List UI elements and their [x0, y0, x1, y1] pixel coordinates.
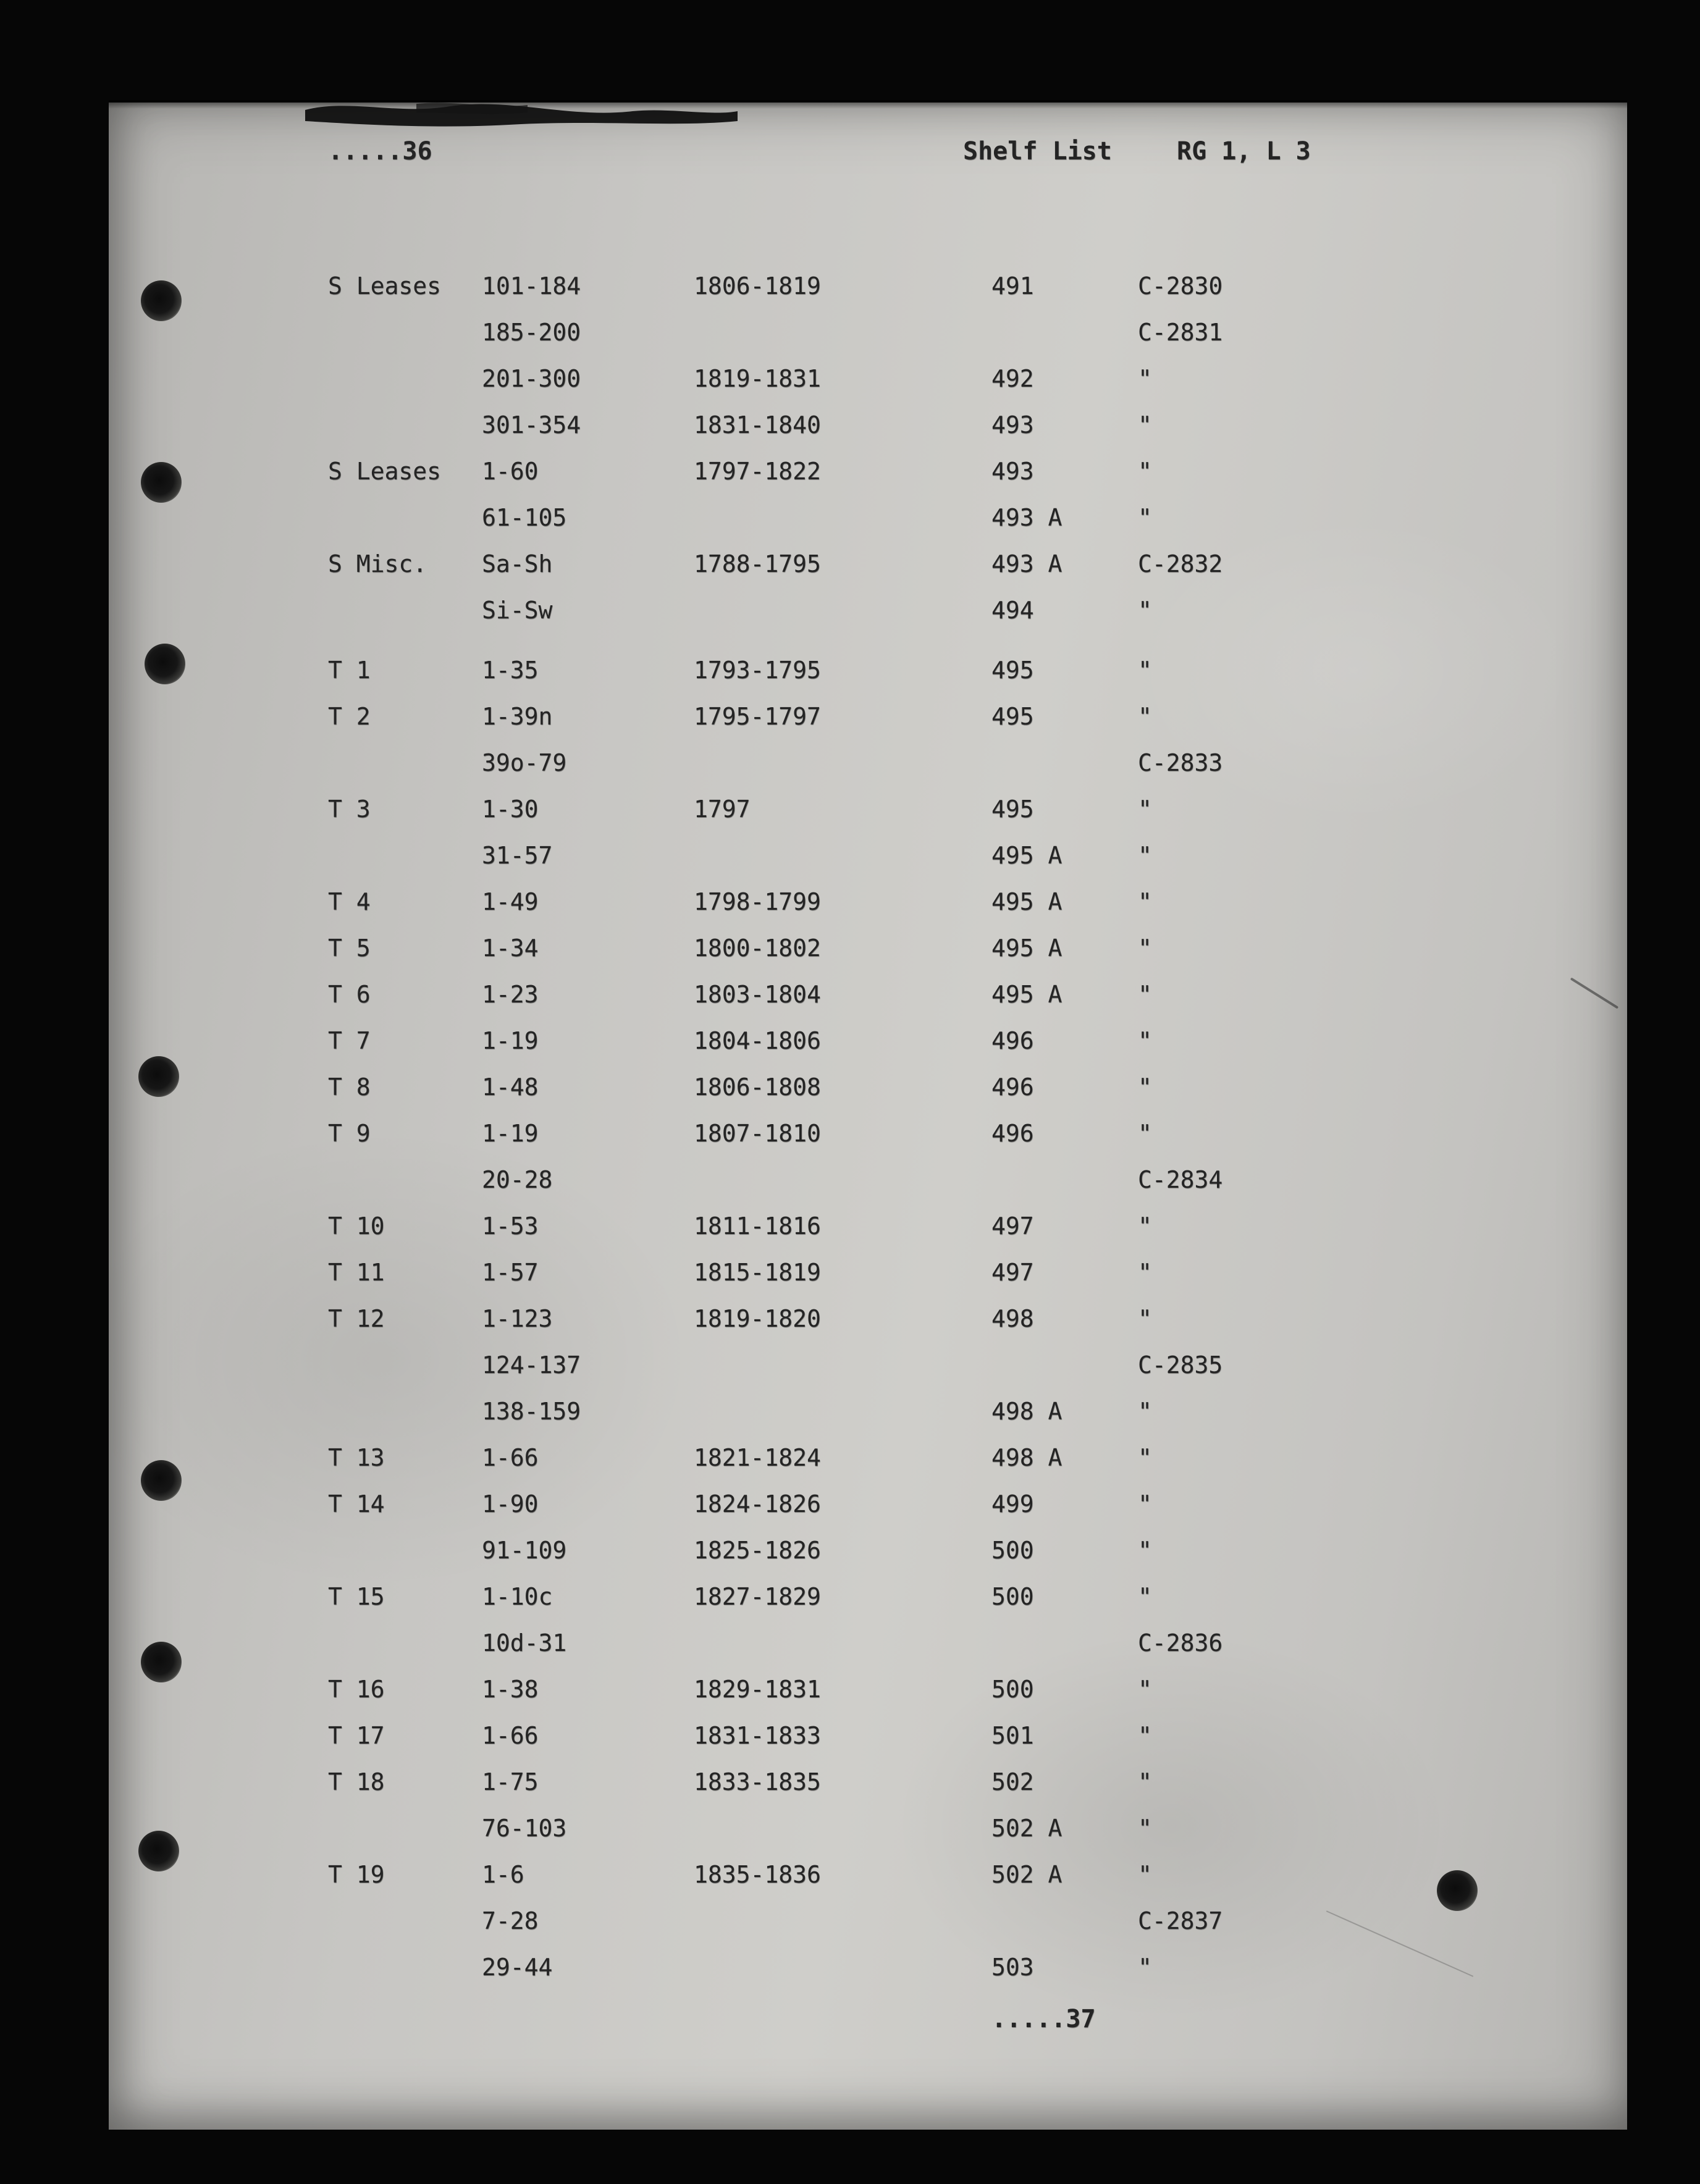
- numbers-cell: 76-103: [482, 1815, 567, 1842]
- shelf-cell: 496: [991, 1027, 1034, 1054]
- dates-cell: 1793-1795: [694, 657, 821, 684]
- numbers-cell: 39o-79: [482, 749, 567, 776]
- numbers-cell: Sa-Sh: [482, 550, 553, 578]
- numbers-cell: 20-28: [482, 1166, 553, 1193]
- dates-cell: 1825-1826: [694, 1537, 821, 1564]
- numbers-cell: 185-200: [482, 319, 581, 346]
- shelf-cell: 500: [991, 1583, 1034, 1610]
- shelf-cell: 495: [991, 657, 1034, 684]
- series-cell: T 2: [328, 703, 371, 730]
- table-row: [109, 1444, 1627, 1490]
- shelf-cell: 495 A: [991, 888, 1062, 915]
- shelf-cell: 497: [991, 1259, 1034, 1286]
- film-cell: ": [1138, 842, 1152, 869]
- numbers-cell: 29-44: [482, 1954, 553, 1981]
- shelf-cell: 493 A: [991, 504, 1062, 531]
- dates-cell: 1815-1819: [694, 1259, 821, 1286]
- dates-cell: 1831-1833: [694, 1722, 821, 1749]
- numbers-cell: 201-300: [482, 365, 581, 392]
- page-number-top: .....36: [328, 137, 432, 166]
- numbers-cell: 1-48: [482, 1073, 539, 1101]
- series-cell: T 16: [328, 1676, 385, 1703]
- table-row: [109, 1768, 1627, 1815]
- shelf-cell: 500: [991, 1537, 1034, 1564]
- shelf-cell: 495 A: [991, 934, 1062, 962]
- table-row: [109, 796, 1627, 842]
- film-cell: ": [1138, 1954, 1152, 1981]
- film-cell: ": [1138, 1768, 1152, 1796]
- dates-cell: 1806-1808: [694, 1073, 821, 1101]
- dates-cell: 1807-1810: [694, 1120, 821, 1147]
- dates-cell: 1819-1820: [694, 1305, 821, 1332]
- numbers-cell: 1-34: [482, 934, 539, 962]
- shelf-cell: 500: [991, 1676, 1034, 1703]
- table-row: [109, 1490, 1627, 1537]
- shelf-cell: 495: [991, 703, 1034, 730]
- numbers-cell: 7-28: [482, 1907, 539, 1934]
- numbers-cell: 1-66: [482, 1444, 539, 1471]
- numbers-cell: 124-137: [482, 1351, 581, 1379]
- numbers-cell: 31-57: [482, 842, 553, 869]
- table-row: [109, 1676, 1627, 1722]
- dates-cell: 1827-1829: [694, 1583, 821, 1610]
- numbers-cell: 1-23: [482, 981, 539, 1008]
- numbers-cell: 61-105: [482, 504, 567, 531]
- numbers-cell: 1-75: [482, 1768, 539, 1796]
- numbers-cell: 101-184: [482, 272, 581, 300]
- record-group-label: RG 1, L 3: [1177, 137, 1311, 166]
- series-cell: T 18: [328, 1768, 385, 1796]
- shelf-cell: 494: [991, 597, 1034, 624]
- table-row: [109, 1815, 1627, 1861]
- shelf-cell: 495 A: [991, 981, 1062, 1008]
- page-header: [109, 137, 1627, 168]
- numbers-cell: 1-60: [482, 458, 539, 485]
- dates-cell: 1797: [694, 796, 751, 823]
- numbers-cell: 1-19: [482, 1027, 539, 1054]
- film-cell: ": [1138, 1120, 1152, 1147]
- film-cell: ": [1138, 1815, 1152, 1842]
- film-cell: ": [1138, 1444, 1152, 1471]
- dates-cell: 1806-1819: [694, 272, 821, 300]
- dates-cell: 1819-1831: [694, 365, 821, 392]
- dates-cell: 1788-1795: [694, 550, 821, 578]
- film-cell: ": [1138, 657, 1152, 684]
- series-cell: T 15: [328, 1583, 385, 1610]
- shelf-cell: 498 A: [991, 1444, 1062, 1471]
- film-cell: ": [1138, 888, 1152, 915]
- table-row: [109, 1027, 1627, 1073]
- dates-cell: 1829-1831: [694, 1676, 821, 1703]
- table-row: [109, 703, 1627, 749]
- numbers-cell: 1-35: [482, 657, 539, 684]
- series-cell: T 9: [328, 1120, 371, 1147]
- film-cell: ": [1138, 1398, 1152, 1425]
- table-row: [109, 272, 1627, 319]
- table-row: [109, 458, 1627, 504]
- dates-cell: 1831-1840: [694, 411, 821, 439]
- series-cell: S Leases: [328, 458, 442, 485]
- film-cell: ": [1138, 934, 1152, 962]
- page-number-bottom: .....37: [991, 2005, 1096, 2033]
- shelf-cell: 501: [991, 1722, 1034, 1749]
- series-cell: T 4: [328, 888, 371, 915]
- series-cell: T 6: [328, 981, 371, 1008]
- film-cell: C-2831: [1138, 319, 1223, 346]
- numbers-cell: 1-66: [482, 1722, 539, 1749]
- film-cell: ": [1138, 1676, 1152, 1703]
- series-cell: T 14: [328, 1490, 385, 1518]
- dates-cell: 1824-1826: [694, 1490, 821, 1518]
- numbers-cell: 91-109: [482, 1537, 567, 1564]
- film-cell: ": [1138, 597, 1152, 624]
- film-cell: ": [1138, 1537, 1152, 1564]
- film-cell: ": [1138, 1722, 1152, 1749]
- table-row: [109, 411, 1627, 458]
- film-cell: ": [1138, 703, 1152, 730]
- shelf-cell: 502: [991, 1768, 1034, 1796]
- dates-cell: 1804-1806: [694, 1027, 821, 1054]
- series-cell: T 11: [328, 1259, 385, 1286]
- dates-cell: 1798-1799: [694, 888, 821, 915]
- film-cell: C-2830: [1138, 272, 1223, 300]
- shelf-cell: 498: [991, 1305, 1034, 1332]
- film-cell: ": [1138, 411, 1152, 439]
- shelf-cell: 496: [991, 1120, 1034, 1147]
- dates-cell: 1835-1836: [694, 1861, 821, 1888]
- shelf-cell: 491: [991, 272, 1034, 300]
- table-row: [109, 1212, 1627, 1259]
- shelf-cell: 493 A: [991, 550, 1062, 578]
- shelf-cell: 495 A: [991, 842, 1062, 869]
- document-page: [109, 103, 1627, 2130]
- dates-cell: 1833-1835: [694, 1768, 821, 1796]
- film-cell: ": [1138, 1583, 1152, 1610]
- film-cell: C-2833: [1138, 749, 1223, 776]
- film-cell: ": [1138, 981, 1152, 1008]
- table-row: [109, 1305, 1627, 1351]
- table-row: [109, 1398, 1627, 1444]
- shelf-cell: 502 A: [991, 1861, 1062, 1888]
- series-cell: T 1: [328, 657, 371, 684]
- series-cell: T 12: [328, 1305, 385, 1332]
- document-title: Shelf List: [963, 137, 1112, 166]
- shelf-cell: 493: [991, 411, 1034, 439]
- numbers-cell: 1-53: [482, 1212, 539, 1240]
- table-row: [109, 1166, 1627, 1212]
- numbers-cell: 138-159: [482, 1398, 581, 1425]
- numbers-cell: 10d-31: [482, 1629, 567, 1657]
- table-row: [109, 1861, 1627, 1907]
- table-row: [109, 550, 1627, 597]
- table-row: [109, 888, 1627, 934]
- numbers-cell: 1-30: [482, 796, 539, 823]
- numbers-cell: 1-19: [482, 1120, 539, 1147]
- numbers-cell: 1-90: [482, 1490, 539, 1518]
- table-row: [109, 1954, 1627, 2000]
- dates-cell: 1795-1797: [694, 703, 821, 730]
- film-cell: ": [1138, 504, 1152, 531]
- table-row: [109, 597, 1627, 643]
- table-row: [109, 1259, 1627, 1305]
- series-cell: T 10: [328, 1212, 385, 1240]
- table-row: [109, 1722, 1627, 1768]
- film-cell: C-2837: [1138, 1907, 1223, 1934]
- shelf-cell: 492: [991, 365, 1034, 392]
- series-cell: T 7: [328, 1027, 371, 1054]
- film-cell: C-2834: [1138, 1166, 1223, 1193]
- film-cell: ": [1138, 1212, 1152, 1240]
- film-cell: ": [1138, 1305, 1152, 1332]
- shelf-cell: 499: [991, 1490, 1034, 1518]
- series-cell: S Leases: [328, 272, 442, 300]
- table-row: [109, 981, 1627, 1027]
- film-cell: ": [1138, 1027, 1152, 1054]
- film-cell: ": [1138, 365, 1152, 392]
- film-cell: ": [1138, 796, 1152, 823]
- series-cell: T 3: [328, 796, 371, 823]
- table-row: [109, 1073, 1627, 1120]
- table-row: [109, 1583, 1627, 1629]
- numbers-cell: Si-Sw: [482, 597, 553, 624]
- ink-smudge: [305, 94, 738, 137]
- table-row: [109, 749, 1627, 796]
- film-cell: ": [1138, 1259, 1152, 1286]
- dates-cell: 1797-1822: [694, 458, 821, 485]
- dates-cell: 1800-1802: [694, 934, 821, 962]
- numbers-cell: 1-123: [482, 1305, 553, 1332]
- shelf-list-table: [109, 272, 1627, 2000]
- table-row: [109, 1907, 1627, 1954]
- series-cell: T 8: [328, 1073, 371, 1101]
- film-cell: ": [1138, 1861, 1152, 1888]
- film-cell: C-2836: [1138, 1629, 1223, 1657]
- table-row: [109, 934, 1627, 981]
- table-row: [109, 319, 1627, 365]
- film-cell: C-2835: [1138, 1351, 1223, 1379]
- shelf-cell: 496: [991, 1073, 1034, 1101]
- numbers-cell: 1-10c: [482, 1583, 553, 1610]
- shelf-cell: 493: [991, 458, 1034, 485]
- series-cell: T 13: [328, 1444, 385, 1471]
- dates-cell: 1811-1816: [694, 1212, 821, 1240]
- table-row: [109, 504, 1627, 550]
- series-cell: T 19: [328, 1861, 385, 1888]
- series-cell: T 5: [328, 934, 371, 962]
- series-cell: T 17: [328, 1722, 385, 1749]
- dates-cell: 1821-1824: [694, 1444, 821, 1471]
- table-row: [109, 365, 1627, 411]
- series-cell: S Misc.: [328, 550, 427, 578]
- table-row: [109, 1120, 1627, 1166]
- numbers-cell: 301-354: [482, 411, 581, 439]
- numbers-cell: 1-39n: [482, 703, 553, 730]
- table-row: [109, 842, 1627, 888]
- numbers-cell: 1-57: [482, 1259, 539, 1286]
- shelf-cell: 498 A: [991, 1398, 1062, 1425]
- film-cell: C-2832: [1138, 550, 1223, 578]
- film-cell: ": [1138, 458, 1152, 485]
- shelf-cell: 503: [991, 1954, 1034, 1981]
- numbers-cell: 1-49: [482, 888, 539, 915]
- shelf-cell: 502 A: [991, 1815, 1062, 1842]
- dates-cell: 1803-1804: [694, 981, 821, 1008]
- table-row: [109, 1537, 1627, 1583]
- table-row: [109, 1629, 1627, 1676]
- table-row: [109, 657, 1627, 703]
- numbers-cell: 1-38: [482, 1676, 539, 1703]
- shelf-cell: 497: [991, 1212, 1034, 1240]
- film-cell: ": [1138, 1490, 1152, 1518]
- numbers-cell: 1-6: [482, 1861, 524, 1888]
- film-cell: ": [1138, 1073, 1152, 1101]
- table-row: [109, 1351, 1627, 1398]
- shelf-cell: 495: [991, 796, 1034, 823]
